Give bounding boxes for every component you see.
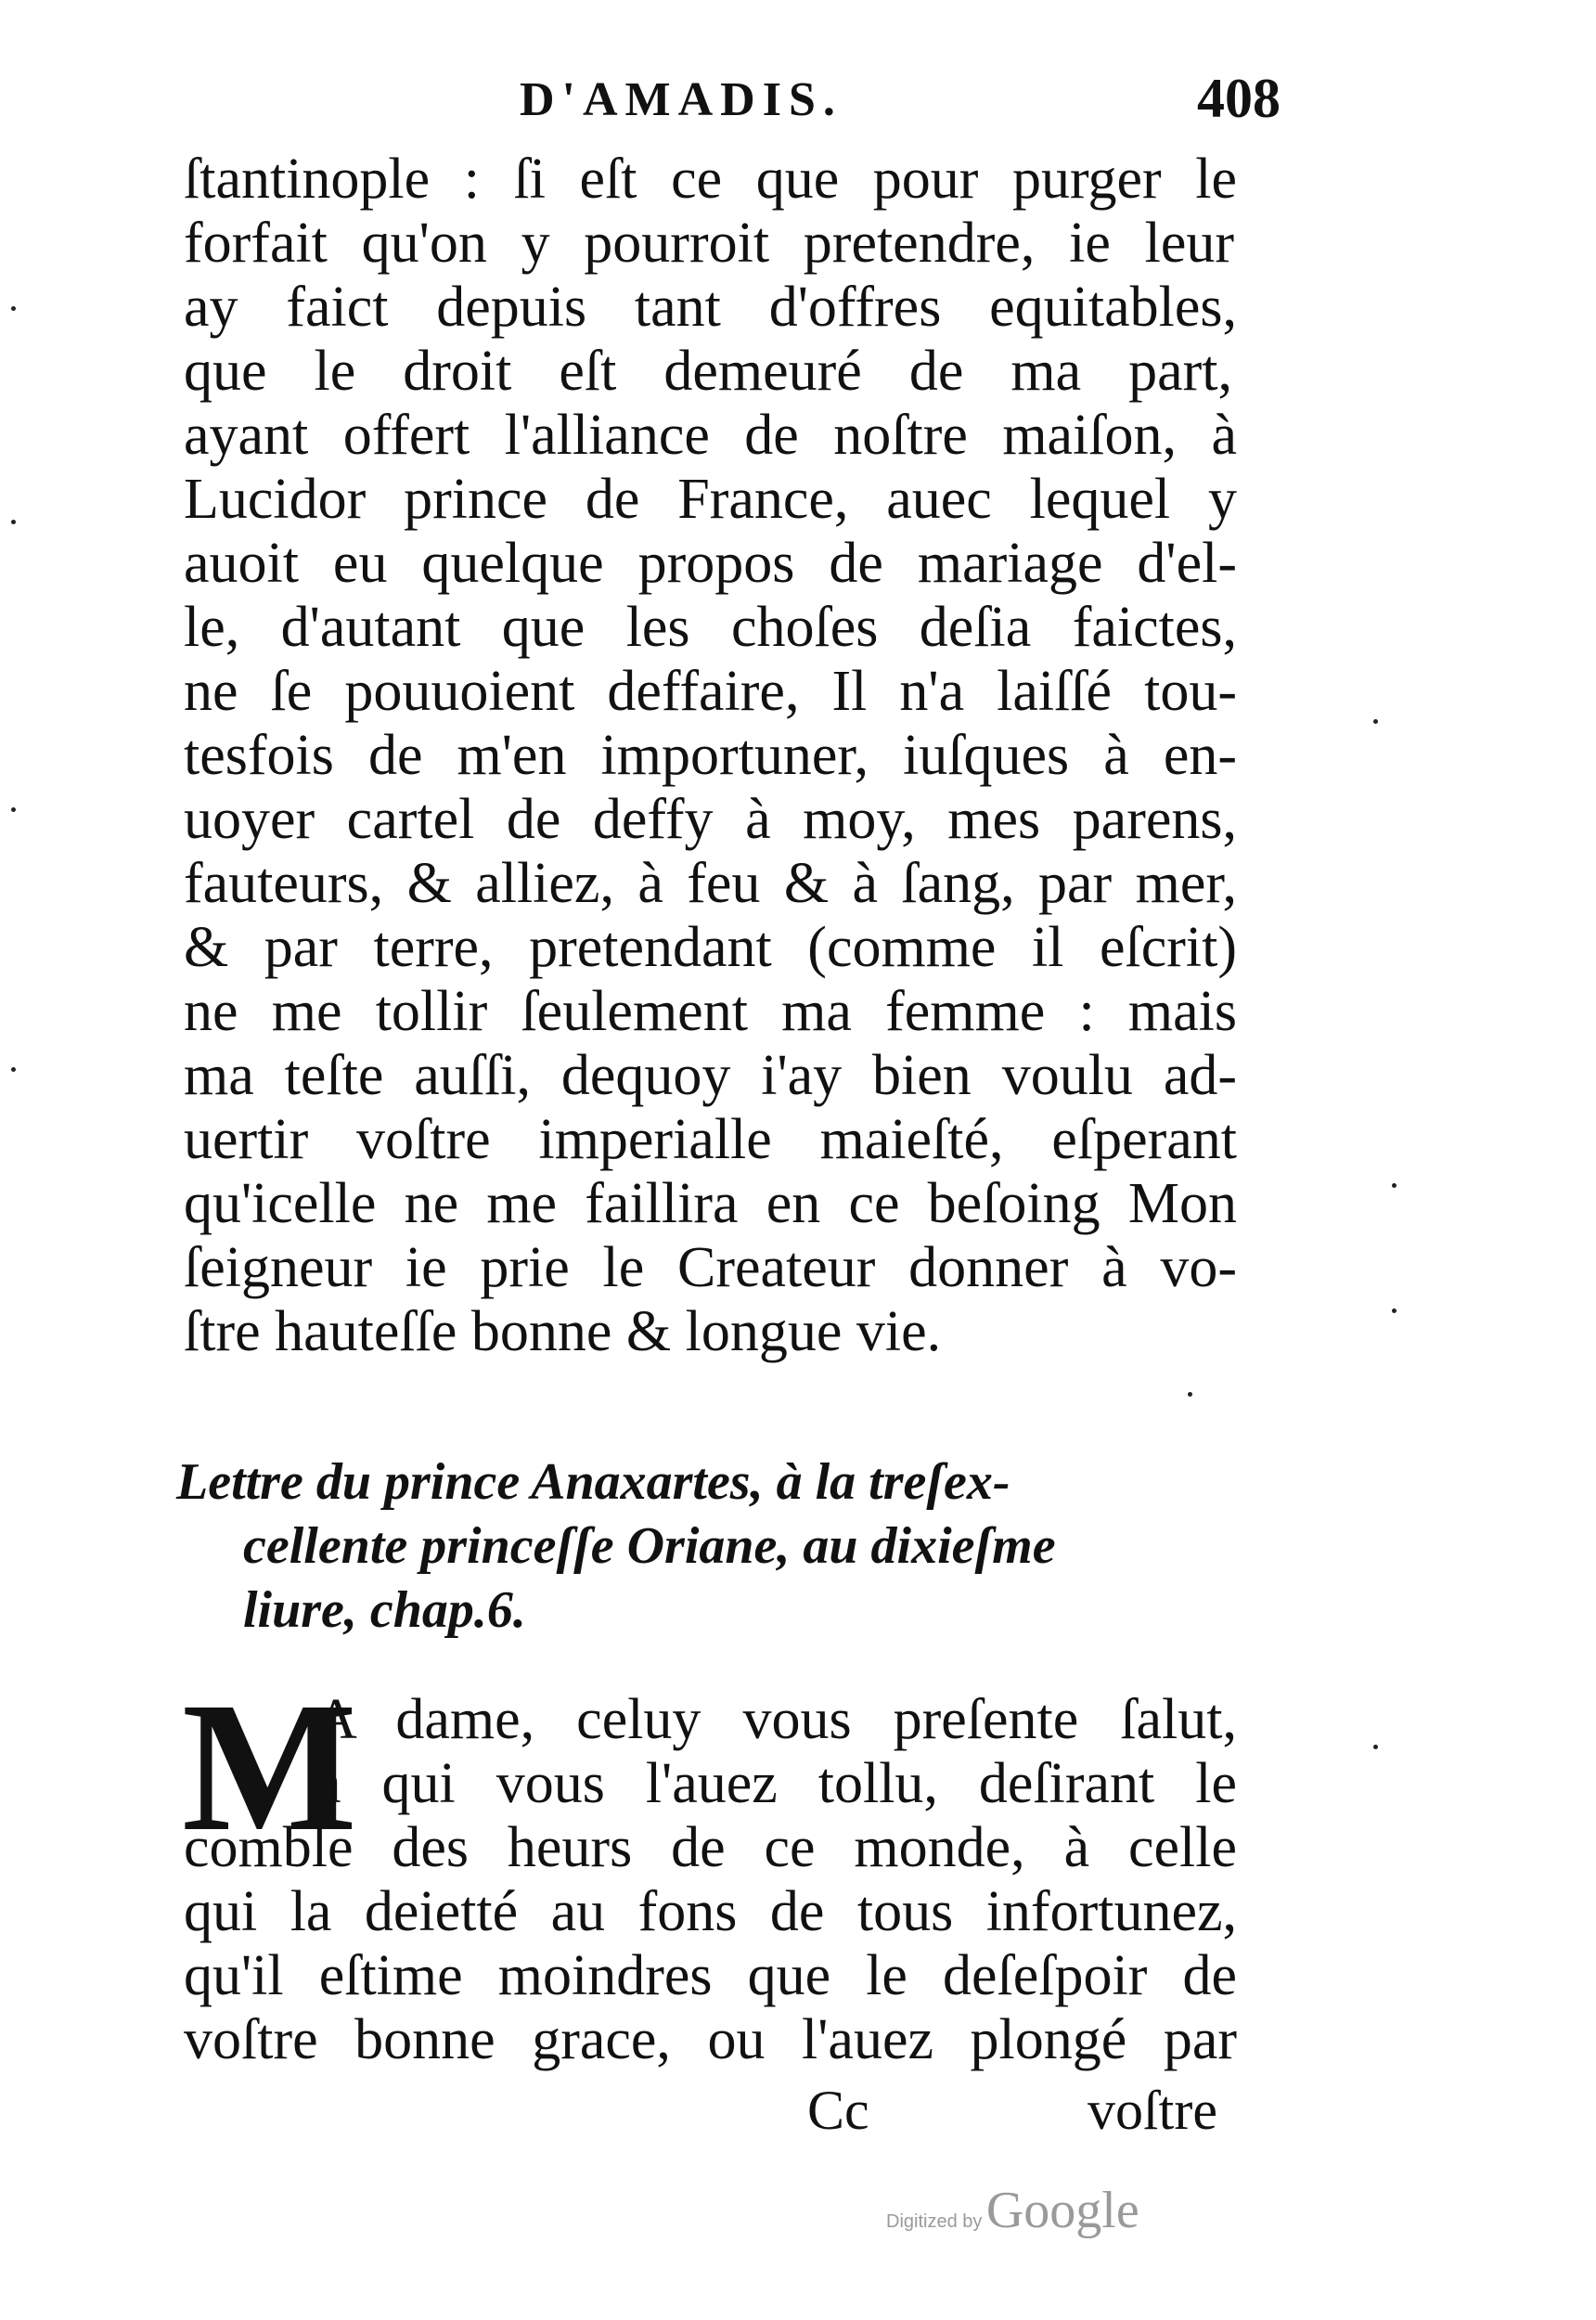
text-line: ayant offert l'alliance de noſtre maiſon, à — [184, 404, 1237, 467]
heading-line: liure, chap.6. — [243, 1581, 526, 1639]
text-line: ne ſe pouuoient deffaire, Il n'a laiſſé tou- — [184, 660, 1237, 723]
ink-speck — [11, 306, 16, 311]
watermark-prefix: Digitized by — [886, 2211, 983, 2232]
text-line: A dame, celuy vous preſente ſalut, — [315, 1688, 1237, 1751]
text-line: forfait qu'on y pourroit pretendre, ie leur — [184, 212, 1234, 275]
text-line: ſtre hauteſſe bonne & longue vie. — [184, 1300, 942, 1363]
text-line: le, d'autant que les choſes deſia faictes, — [184, 596, 1237, 659]
page-number: 408 — [1197, 68, 1281, 129]
text-line: Lucidor prince de France, auec lequel y — [184, 468, 1237, 531]
signature-mark: Cc — [807, 2080, 869, 2141]
text-line: uertir voſtre imperialle maieſté, eſperant — [184, 1108, 1237, 1171]
text-line: voſtre bonne grace, ou l'auez plongé par — [184, 2008, 1237, 2071]
text-line: qui la deietté au fons de tous infortunez, — [184, 1880, 1237, 1943]
text-line: qu'icelle ne me faillira en ce beſoing Mon — [184, 1172, 1237, 1235]
text-line: ne me tollir ſeulement ma femme : mais — [184, 980, 1237, 1043]
ink-speck — [1373, 719, 1378, 724]
ink-speck — [1373, 1745, 1378, 1749]
text-line: & par terre, pretendant (comme il eſcrit) — [184, 916, 1237, 979]
catchword: voſtre — [1088, 2080, 1217, 2141]
text-line: comble des heurs de ce monde, à celle — [184, 1816, 1237, 1879]
running-title: D'AMADIS. — [520, 73, 843, 126]
heading-line: Lettre du prince Anaxartes, à la treſex- — [176, 1453, 1010, 1511]
text-line: ay faict depuis tant d'offres equitables, — [184, 276, 1237, 339]
ink-speck — [1392, 1308, 1396, 1313]
digitized-watermark — [886, 2181, 1139, 2240]
google-logo: Google — [985, 2182, 1139, 2239]
text-line: ma teſte auſſi, dequoy i'ay bien voulu ad- — [184, 1044, 1237, 1107]
text-line: qu'il eſtime moindres que le deſeſpoir de — [184, 1944, 1237, 2007]
ink-speck — [1188, 1392, 1192, 1397]
text-line: uoyer cartel de deffy à moy, mes parens, — [184, 788, 1237, 851]
ink-speck — [1392, 1183, 1396, 1188]
ink-speck — [11, 807, 16, 812]
text-line: ſeigneur ie prie le Createur donner à vo- — [184, 1236, 1237, 1299]
text-line: tesfois de m'en importuner, iuſques à en- — [184, 724, 1237, 787]
text-line: que le droit eſt demeuré de ma part, — [184, 340, 1232, 403]
ink-speck — [11, 1067, 16, 1072]
text-line: auoit eu quelque propos de mariage d'el- — [184, 532, 1237, 595]
text-line: ſtantinople : ſi eſt ce que pour purger le — [184, 148, 1237, 211]
heading-line: cellente princeſſe Oriane, au dixieſme — [243, 1517, 1056, 1575]
text-line: fauteurs, & alliez, à feu & à ſang, par mer, — [184, 852, 1237, 915]
ink-speck — [11, 520, 16, 524]
drop-cap: M — [182, 1665, 357, 1870]
text-line: à qui vous l'auez tollu, deſirant le — [315, 1752, 1237, 1815]
